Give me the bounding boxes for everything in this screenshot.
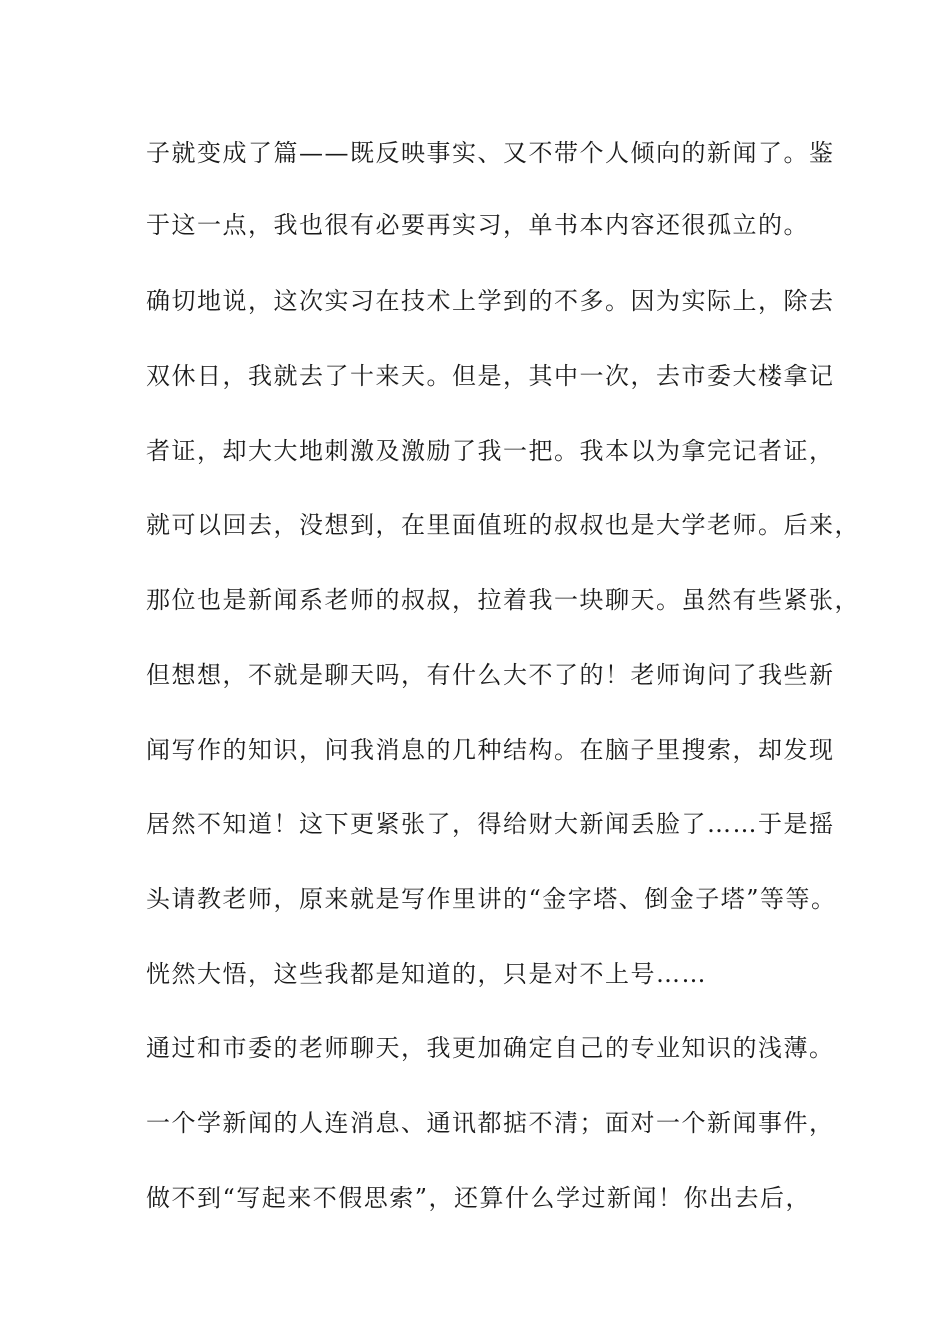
text-line: 做不到“写起来不假思索”，还算什么学过新闻！你出去后， [146, 1184, 812, 1212]
text-line: 子就变成了篇——既反映事实、又不带个人倾向的新闻了。鉴 [146, 139, 835, 167]
text-line: 于这一点，我也很有必要再实习，单书本内容还很孤立的。 [146, 211, 809, 239]
text-line: 通过和市委的老师聊天，我更加确定自己的专业知识的浅薄。 [146, 1034, 835, 1062]
text-line: 双休日，我就去了十来天。但是，其中一次，去市委大楼拿记 [146, 362, 835, 390]
text-line: 闻写作的知识，问我消息的几种结构。在脑子里搜索，却发现 [146, 736, 835, 764]
text-line: 但想想，不就是聊天吗，有什么大不了的！老师询问了我些新 [146, 661, 835, 689]
text-line: 居然不知道！这下更紧张了，得给财大新闻丢脸了……于是摇 [146, 810, 835, 838]
text-line: 那位也是新闻系老师的叔叔，拉着我一块聊天。虽然有些紧张， [146, 586, 860, 614]
text-line: 一个学新闻的人连消息、通讯都掂不清；面对一个新闻事件， [146, 1109, 835, 1137]
text-line: 恍然大悟，这些我都是知道的，只是对不上号…… [146, 960, 707, 988]
text-line: 就可以回去，没想到，在里面值班的叔叔也是大学老师。后来， [146, 511, 860, 539]
text-line: 确切地说，这次实习在技术上学到的不多。因为实际上，除去 [146, 287, 835, 315]
text-line: 头请教老师，原来就是写作里讲的“金字塔、倒金子塔”等等。 [146, 885, 837, 913]
text-line: 者证，却大大地刺激及激励了我一把。我本以为拿完记者证， [146, 437, 835, 465]
